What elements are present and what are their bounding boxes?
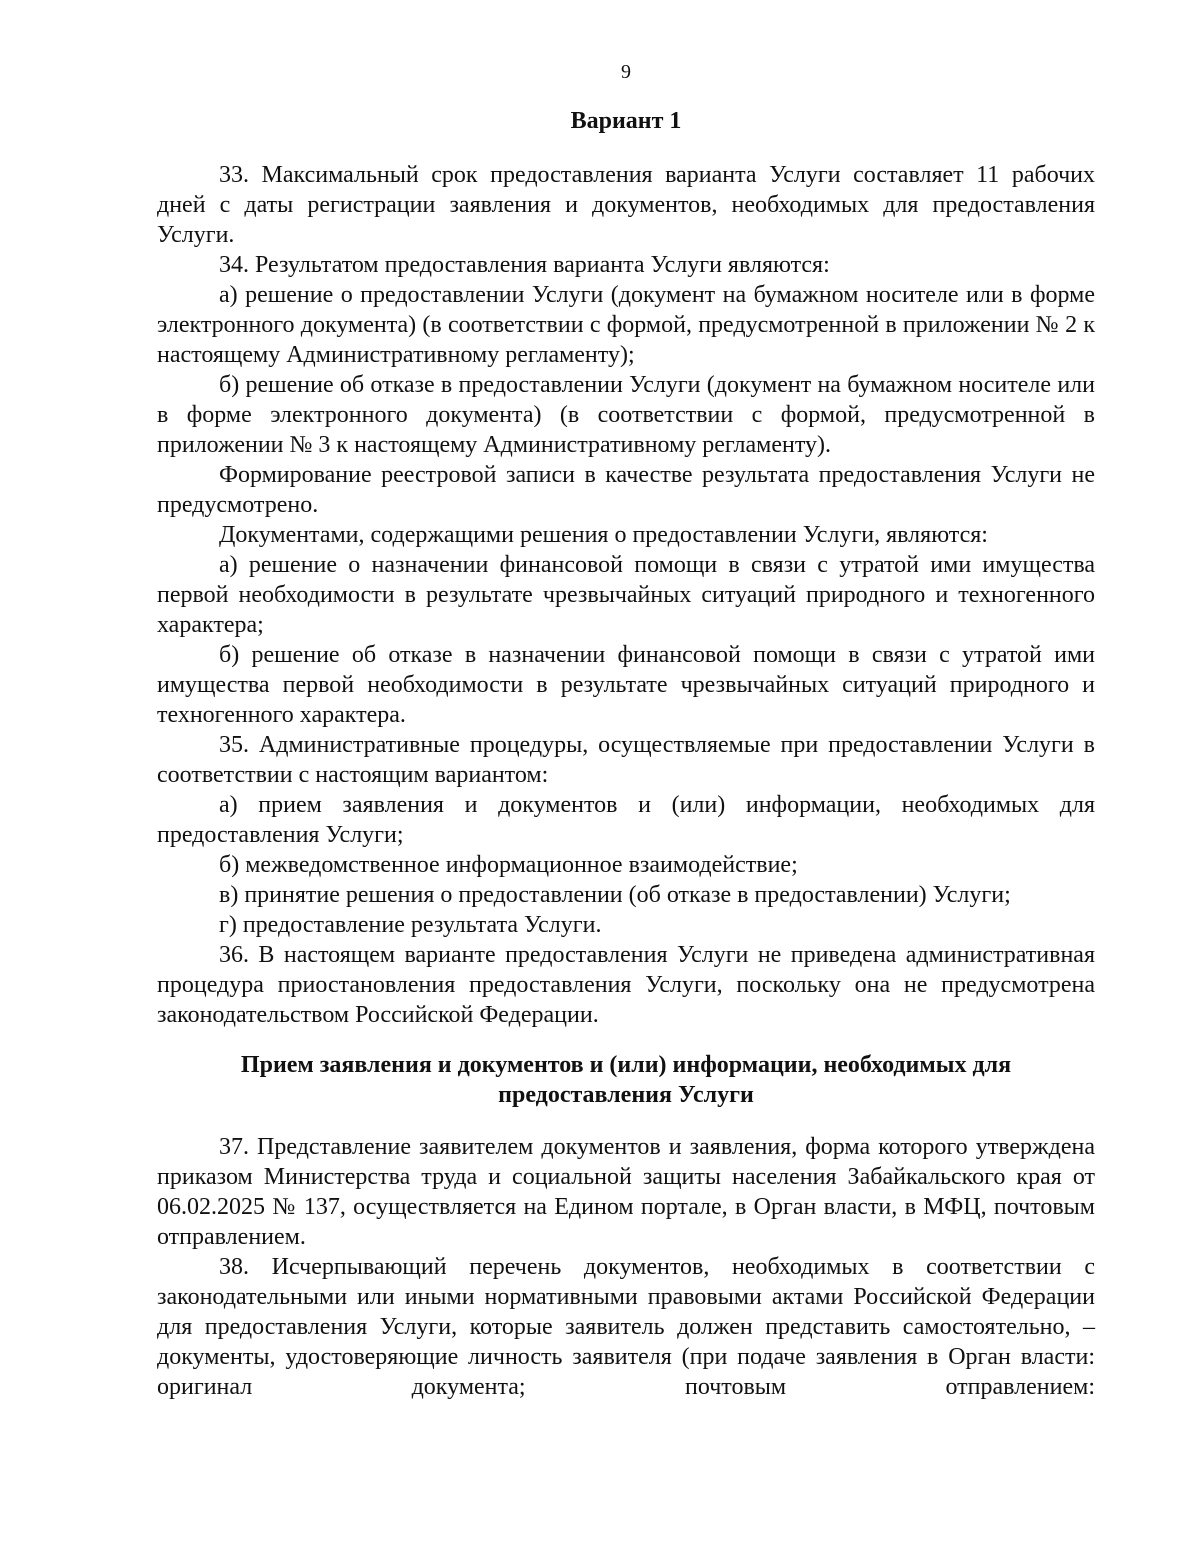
paragraph-35-g: г) предоставление результата Услуги. [219, 912, 602, 938]
paragraph-33: 33. Максимальный срок предоставления варианта Услуги составляет 11 рабочих дней с даты регистрации заявления и документов, необходимых для предоставления Услуги. [157, 162, 1095, 248]
heading-variant: Вариант 1 [570, 108, 682, 134]
paragraph-34-a: а) решение о предоставлении Услуги (документ на бумажном носителе или в форме электронного документа) (в соответствии с формой, предусмотренной в приложении № 2 к настоящему Административному регламенту); [157, 282, 1095, 368]
paragraph-36: 36. В настоящем варианте предоставления Услуги не приведена административная процедура приостановления предоставления Услуги, поскольку она не предусмотрена законодательством Российской Федерации. [157, 942, 1095, 1028]
paragraph-decision-documents: Документами, содержащими решения о предоставлении Услуги, являются: [219, 522, 988, 548]
paragraph-registry-record: Формирование реестровой записи в качестве результата предоставления Услуги не предусмотрено. [157, 462, 1095, 518]
paragraph-34-b: б) решение об отказе в предоставлении Услуги (документ на бумажном носителе или в форме электронного документа) (в соответствии с формой, предусмотренной в приложении № 3 к настоящему Административному регламенту). [157, 372, 1095, 458]
heading-section: Прием заявления и документов и (или) информации, необходимых для предоставления Услуги [240, 1052, 1012, 1108]
paragraph-34: 34. Результатом предоставления варианта Услуги являются: [219, 252, 830, 278]
paragraph-35: 35. Административные процедуры, осуществляемые при предоставлении Услуги в соответствии с настоящим вариантом: [157, 732, 1095, 788]
paragraph-37: 37. Представление заявителем документов и заявления, форма которого утверждена приказом Министерства труда и социальной защиты населения Забайкальского края от 06.02.2025 № 137, осуществляется на Едином портале, в Орган власти, в МФЦ, почтовым отправлением. [157, 1134, 1095, 1250]
page-number: 9 [621, 61, 631, 83]
paragraph-35-a: а) прием заявления и документов и (или) информации, необходимых для предоставления Услуги; [157, 792, 1095, 848]
paragraph-35-v: в) принятие решения о предоставлении (об отказе в предоставлении) Услуги; [219, 882, 1011, 908]
paragraph-38: 38. Исчерпывающий перечень документов, необходимых в соответствии с законодательными или иными нормативными правовыми актами Российской Федерации для предоставления Услуги, которые заявитель должен представить самостоятельно, – документы, удостоверяющие личность заявителя (при подаче заявления в Орган власти: оригинал документа; почтовым отправлением: [157, 1254, 1095, 1400]
document-page [157, 58, 1095, 1402]
paragraph-35-b: б) межведомственное информационное взаимодействие; [219, 852, 798, 878]
paragraph-decision-a: а) решение о назначении финансовой помощи в связи с утратой ими имущества первой необходимости в результате чрезвычайных ситуаций природного и техногенного характера; [157, 552, 1095, 638]
paragraph-decision-b: б) решение об отказе в назначении финансовой помощи в связи с утратой ими имущества первой необходимости в результате чрезвычайных ситуаций природного и техногенного характера. [157, 642, 1095, 728]
